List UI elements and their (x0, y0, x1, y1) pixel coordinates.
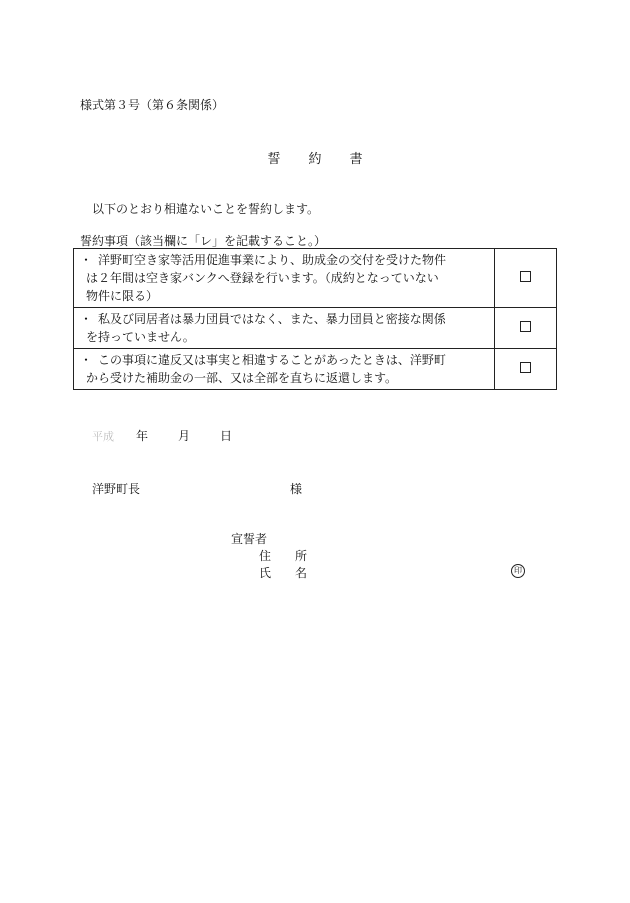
item-line: を持っていません。 (86, 330, 195, 344)
pledge-item-text (74, 249, 495, 308)
label-char: 住 (259, 549, 272, 563)
checkbox-cell[interactable] (495, 349, 557, 390)
checkbox[interactable] (520, 271, 531, 282)
bullet: ・ (80, 353, 93, 367)
document-title (0, 148, 630, 167)
label-char: 氏 (259, 566, 272, 580)
date-line (92, 427, 232, 444)
item-line: から受けた補助金の一部、又は全部を直ちに返還します。 (86, 371, 398, 385)
pledge-item-row (74, 308, 557, 349)
year-unit: 年 (136, 429, 149, 443)
month-unit: 月 (178, 429, 191, 443)
era-field[interactable]: 平成 (92, 430, 114, 443)
form-number: 様式第３号（第６条関係） (80, 98, 225, 112)
seal-mark: 印 (511, 564, 525, 578)
day-unit: 日 (220, 429, 233, 443)
item-line: 洋野町空き家等活用促進事業により、助成金の交付を受けた物件 (98, 253, 447, 267)
bullet: ・ (80, 312, 93, 326)
title-char: 約 (308, 152, 322, 167)
name-label (259, 564, 307, 581)
checkbox-cell[interactable] (495, 308, 557, 349)
item-line: 私及び同居者は暴力団員ではなく、また、暴力団員と密接な関係 (98, 312, 446, 326)
title-char: 誓 (267, 152, 281, 167)
label-char: 名 (295, 566, 308, 580)
address-label (259, 547, 307, 564)
honorific: 様 (290, 482, 303, 496)
item-line: 物件に限る） (86, 289, 159, 303)
label-char: 所 (295, 549, 308, 563)
pledger-label: 宣誓者 (231, 532, 268, 546)
pledge-item-text (74, 308, 495, 349)
addressee-name: 洋野町長 (92, 482, 141, 496)
title-char: 書 (349, 152, 363, 167)
item-line: は２年間は空き家バンクへ登録を行います。（成約となっていない (86, 271, 439, 285)
pledge-item-row (74, 349, 557, 390)
item-line: この事項に違反又は事実と相違することがあったときは、洋野町 (98, 353, 446, 367)
checkbox-cell[interactable] (495, 249, 557, 308)
addressee (92, 480, 302, 497)
items-heading: 誓約事項（該当欄に「レ」を記載すること。） (80, 234, 327, 248)
pledge-item-text (74, 349, 495, 390)
checkbox[interactable] (520, 362, 531, 373)
pledge-item-row (74, 249, 557, 308)
pledge-items-table (73, 248, 557, 390)
pledge-statement: 以下のとおり相違ないことを誓約します。 (92, 202, 320, 216)
checkbox[interactable] (520, 321, 531, 332)
bullet: ・ (80, 253, 93, 267)
